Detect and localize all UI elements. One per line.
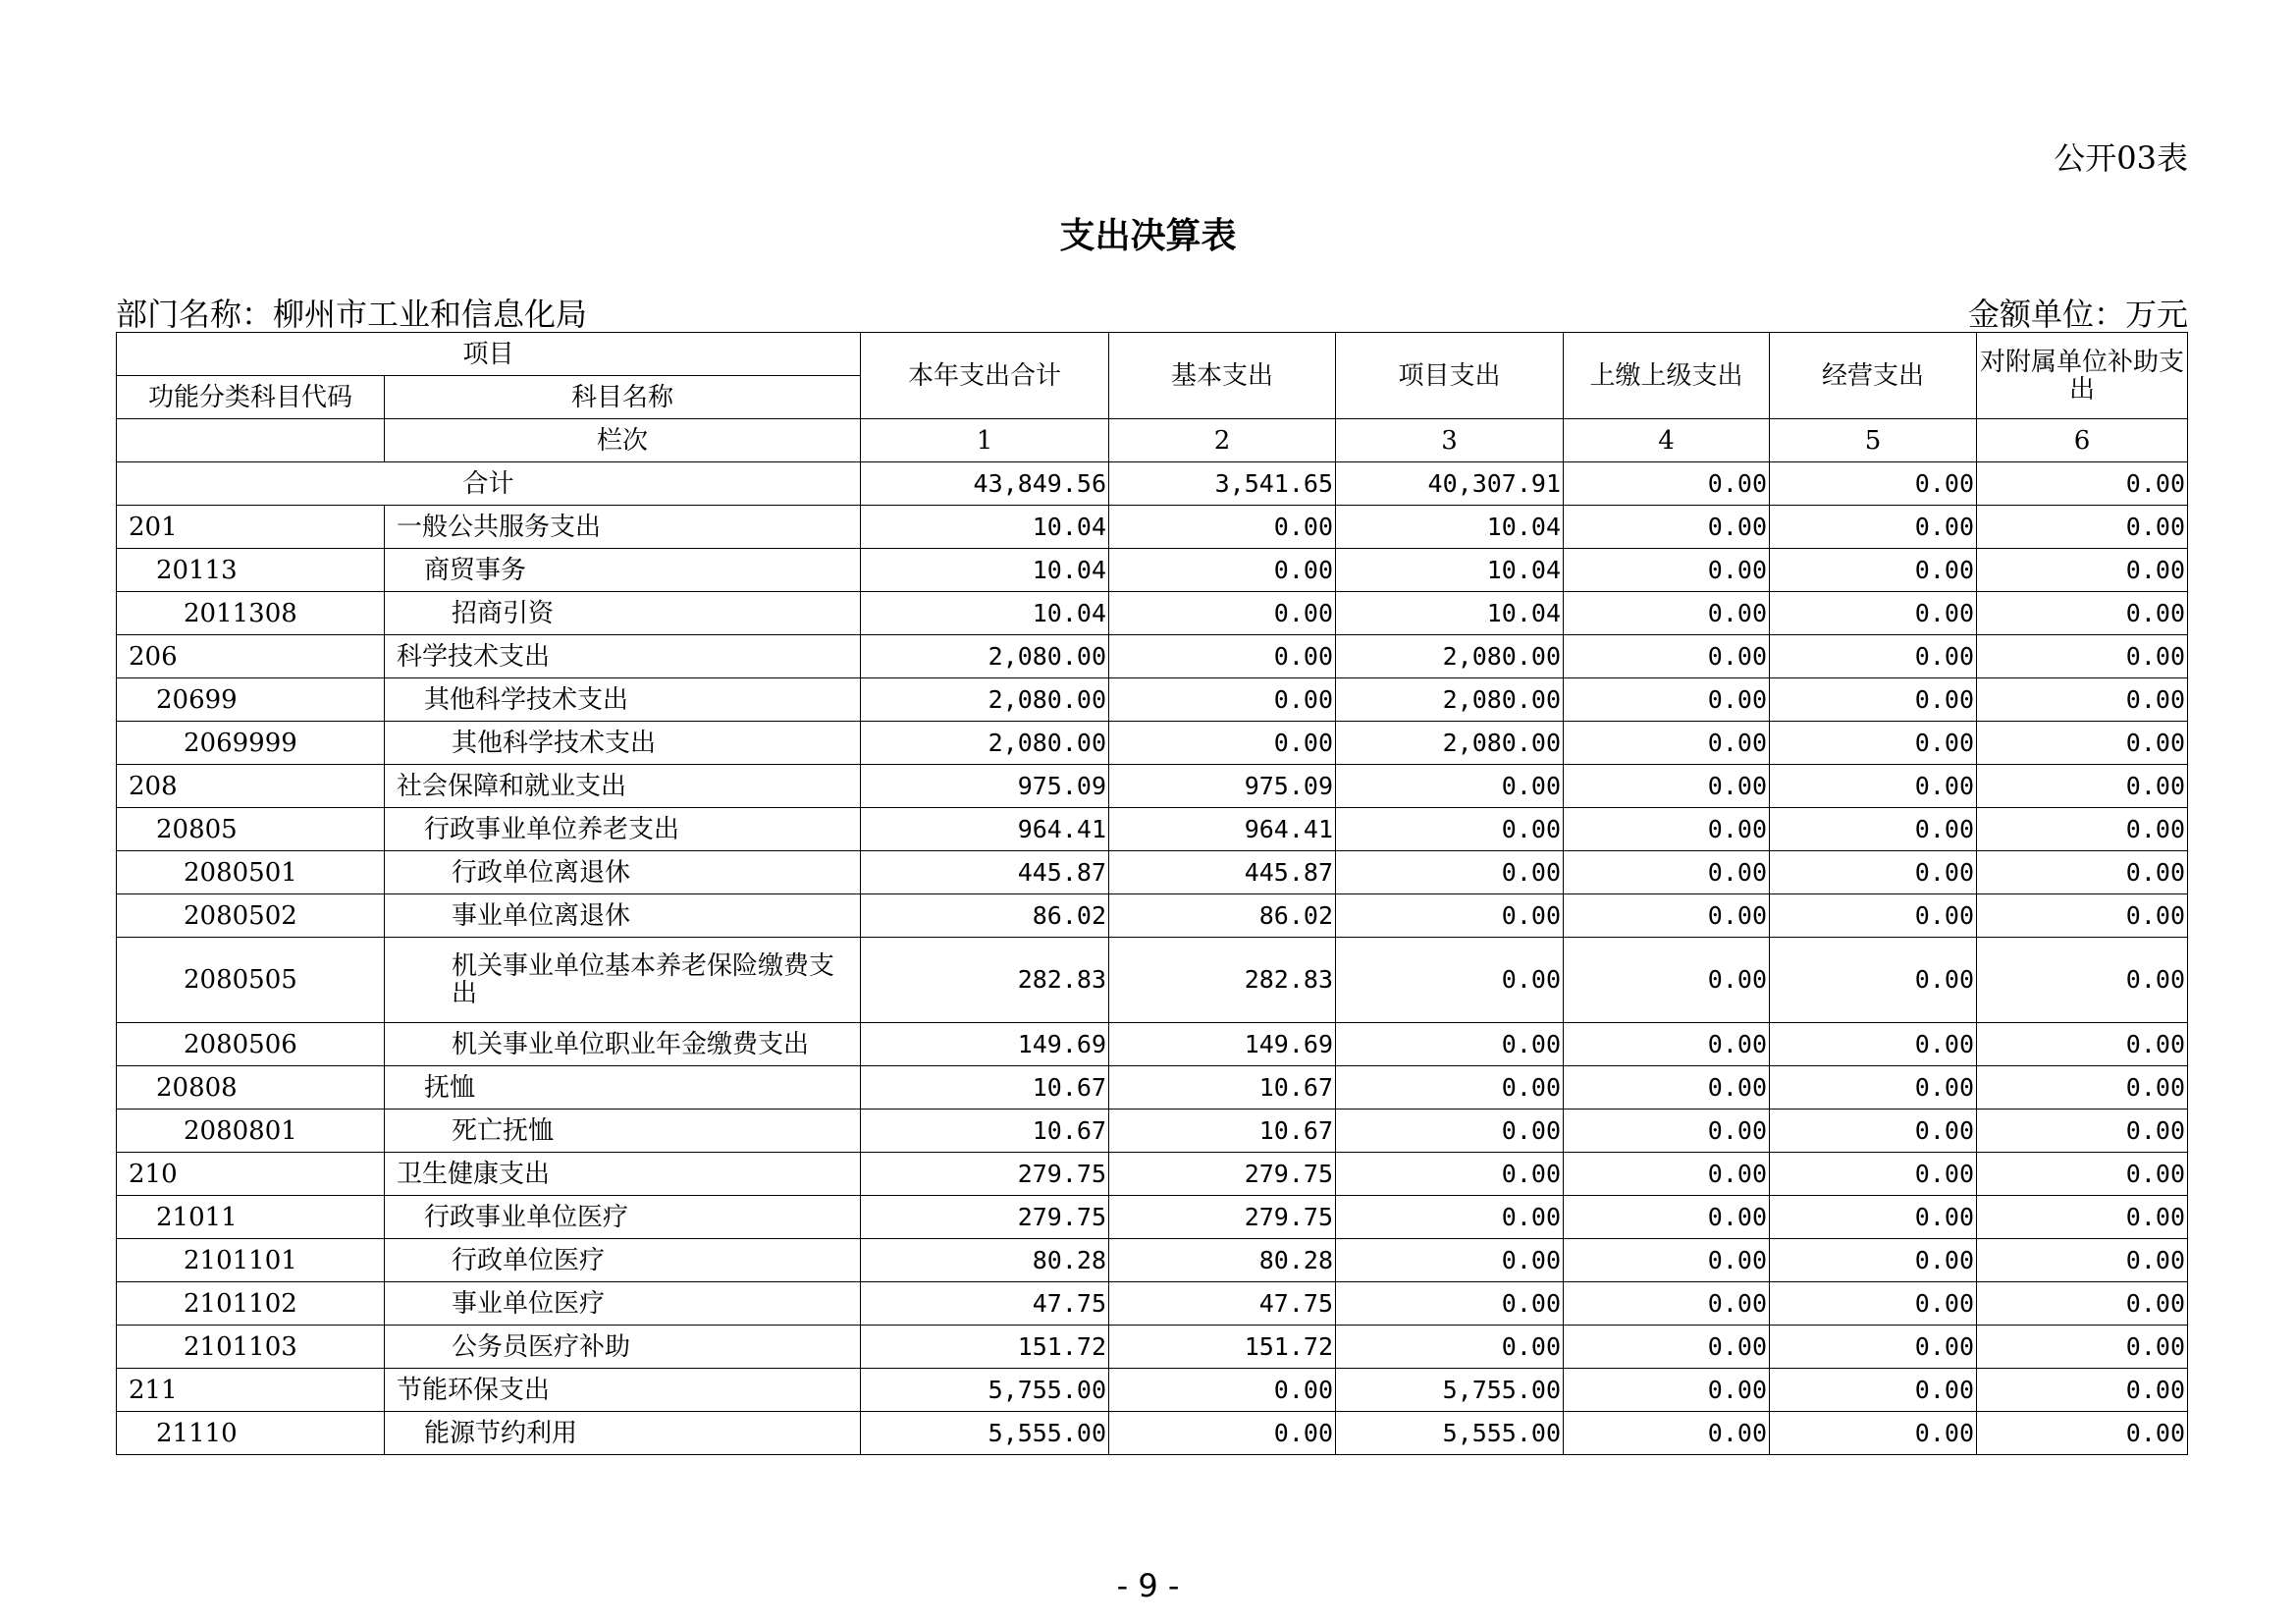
row-value: 10.67 (1109, 1066, 1336, 1110)
row-value: 975.09 (1109, 765, 1336, 808)
form-number: 公开03表 (2054, 139, 2188, 177)
row-value: 0.00 (1977, 1153, 2188, 1196)
row-value: 0.00 (1564, 1369, 1770, 1412)
row-code: 210 (117, 1153, 385, 1196)
expenditure-table (116, 332, 2188, 1455)
header-col1: 本年支出合计 (861, 333, 1109, 419)
row-code: 201 (117, 506, 385, 549)
row-code: 206 (117, 635, 385, 678)
row-value: 0.00 (1977, 894, 2188, 938)
row-value: 0.00 (1109, 635, 1336, 678)
header-col5: 经营支出 (1770, 333, 1977, 419)
row-value: 0.00 (1564, 894, 1770, 938)
row-value: 0.00 (1336, 808, 1564, 851)
row-value: 0.00 (1336, 1239, 1564, 1282)
table-row (117, 506, 2188, 549)
table-row (117, 1239, 2188, 1282)
row-value: 2,080.00 (1336, 635, 1564, 678)
row-value: 279.75 (1109, 1153, 1336, 1196)
row-value: 5,555.00 (861, 1412, 1109, 1455)
row-value: 0.00 (1977, 592, 2188, 635)
table-row (117, 549, 2188, 592)
row-value: 0.00 (1564, 1196, 1770, 1239)
row-value: 10.04 (1336, 506, 1564, 549)
row-value: 149.69 (1109, 1023, 1336, 1066)
row-code: 2101102 (117, 1282, 385, 1326)
table-row (117, 1369, 2188, 1412)
row-value: 0.00 (1564, 851, 1770, 894)
row-value: 0.00 (1564, 1239, 1770, 1282)
row-code: 20805 (117, 808, 385, 851)
row-name: 公务员医疗补助 (385, 1326, 861, 1369)
table-row (117, 635, 2188, 678)
row-name: 抚恤 (385, 1066, 861, 1110)
row-value: 5,555.00 (1336, 1412, 1564, 1455)
total-value: 0.00 (1564, 462, 1770, 506)
row-code: 20113 (117, 549, 385, 592)
row-value: 964.41 (1109, 808, 1336, 851)
row-code: 21011 (117, 1196, 385, 1239)
row-value: 0.00 (1336, 765, 1564, 808)
table-row (117, 894, 2188, 938)
row-name: 事业单位离退休 (385, 894, 861, 938)
seq-5: 5 (1770, 419, 1977, 462)
row-value: 151.72 (1109, 1326, 1336, 1369)
row-value: 0.00 (1977, 1196, 2188, 1239)
row-value: 0.00 (1770, 1239, 1977, 1282)
header-name: 科目名称 (385, 376, 861, 419)
row-value: 86.02 (861, 894, 1109, 938)
row-value: 0.00 (1336, 1066, 1564, 1110)
row-value: 149.69 (861, 1023, 1109, 1066)
row-value: 0.00 (1977, 1326, 2188, 1369)
row-name: 事业单位医疗 (385, 1282, 861, 1326)
row-value: 0.00 (1977, 506, 2188, 549)
header-col3: 项目支出 (1336, 333, 1564, 419)
seq-4: 4 (1564, 419, 1770, 462)
row-value: 279.75 (861, 1153, 1109, 1196)
seq-1: 1 (861, 419, 1109, 462)
row-name: 死亡抚恤 (385, 1110, 861, 1153)
row-name: 其他科学技术支出 (385, 678, 861, 722)
row-value: 10.67 (1109, 1110, 1336, 1153)
row-code: 2080506 (117, 1023, 385, 1066)
row-value: 10.04 (861, 506, 1109, 549)
document-title: 支出决算表 (1059, 215, 1237, 256)
row-code: 2011308 (117, 592, 385, 635)
row-value: 10.04 (861, 592, 1109, 635)
row-value: 0.00 (1977, 1282, 2188, 1326)
row-value: 0.00 (1109, 592, 1336, 635)
row-name: 节能环保支出 (385, 1369, 861, 1412)
row-name: 社会保障和就业支出 (385, 765, 861, 808)
seq-blank (117, 419, 385, 462)
row-value: 964.41 (861, 808, 1109, 851)
row-value: 0.00 (1770, 506, 1977, 549)
row-value: 0.00 (1977, 808, 2188, 851)
table-row (117, 1066, 2188, 1110)
row-value: 0.00 (1977, 635, 2188, 678)
row-value: 282.83 (861, 938, 1109, 1023)
row-value: 0.00 (1109, 506, 1336, 549)
row-value: 279.75 (1109, 1196, 1336, 1239)
row-value: 0.00 (1336, 938, 1564, 1023)
table-row (117, 1326, 2188, 1369)
row-name: 科学技术支出 (385, 635, 861, 678)
table-row (117, 808, 2188, 851)
table-row (117, 938, 2188, 1023)
header-code: 功能分类科目代码 (117, 376, 385, 419)
row-name: 能源节约利用 (385, 1412, 861, 1455)
row-name: 行政单位医疗 (385, 1239, 861, 1282)
row-value: 0.00 (1770, 1196, 1977, 1239)
row-name: 行政事业单位医疗 (385, 1196, 861, 1239)
row-value: 0.00 (1770, 1066, 1977, 1110)
row-value: 47.75 (1109, 1282, 1336, 1326)
row-value: 10.67 (861, 1110, 1109, 1153)
row-value: 0.00 (1564, 808, 1770, 851)
table-row (117, 1412, 2188, 1455)
row-value: 0.00 (1109, 549, 1336, 592)
row-value: 5,755.00 (861, 1369, 1109, 1412)
row-code: 20699 (117, 678, 385, 722)
row-value: 0.00 (1564, 635, 1770, 678)
row-value: 0.00 (1336, 851, 1564, 894)
row-code: 21110 (117, 1412, 385, 1455)
row-code: 2080505 (117, 938, 385, 1023)
row-code: 2080801 (117, 1110, 385, 1153)
row-value: 2,080.00 (861, 635, 1109, 678)
row-value: 0.00 (1770, 1412, 1977, 1455)
row-value: 0.00 (1977, 549, 2188, 592)
row-value: 10.67 (861, 1066, 1109, 1110)
row-value: 0.00 (1336, 1326, 1564, 1369)
row-value: 0.00 (1770, 1023, 1977, 1066)
row-value: 0.00 (1336, 1110, 1564, 1153)
row-value: 0.00 (1564, 1110, 1770, 1153)
row-value: 0.00 (1770, 1153, 1977, 1196)
seq-3: 3 (1336, 419, 1564, 462)
row-name: 行政事业单位养老支出 (385, 808, 861, 851)
total-value: 40,307.91 (1336, 462, 1564, 506)
header-col6: 对附属单位补助支出 (1977, 333, 2188, 419)
row-value: 0.00 (1977, 722, 2188, 765)
row-value: 0.00 (1564, 592, 1770, 635)
total-value: 43,849.56 (861, 462, 1109, 506)
total-value: 0.00 (1770, 462, 1977, 506)
row-value: 10.04 (861, 549, 1109, 592)
row-value: 0.00 (1770, 765, 1977, 808)
row-value: 0.00 (1564, 678, 1770, 722)
row-value: 0.00 (1564, 549, 1770, 592)
department-name: 部门名称：柳州市工业和信息化局 (116, 296, 588, 333)
row-code: 208 (117, 765, 385, 808)
table-row (117, 678, 2188, 722)
row-value: 0.00 (1564, 1066, 1770, 1110)
total-value: 0.00 (1977, 462, 2188, 506)
header-col4: 上缴上级支出 (1564, 333, 1770, 419)
row-value: 151.72 (861, 1326, 1109, 1369)
table-row (117, 1023, 2188, 1066)
table-row (117, 1282, 2188, 1326)
row-code: 20808 (117, 1066, 385, 1110)
row-value: 0.00 (1770, 1282, 1977, 1326)
seq-label: 栏次 (385, 419, 861, 462)
total-label: 合计 (117, 462, 861, 506)
row-value: 10.04 (1336, 592, 1564, 635)
row-name: 机关事业单位基本养老保险缴费支出 (385, 938, 861, 1023)
row-value: 279.75 (861, 1196, 1109, 1239)
row-value: 0.00 (1564, 506, 1770, 549)
row-value: 0.00 (1770, 808, 1977, 851)
row-value: 0.00 (1564, 1023, 1770, 1066)
amount-unit: 金额单位：万元 (1967, 296, 2188, 333)
row-code: 2101101 (117, 1239, 385, 1282)
row-value: 445.87 (861, 851, 1109, 894)
row-value: 0.00 (1564, 1153, 1770, 1196)
table-row (117, 722, 2188, 765)
table-row (117, 851, 2188, 894)
row-value: 2,080.00 (861, 678, 1109, 722)
row-value: 0.00 (1977, 1239, 2188, 1282)
table-row (117, 1153, 2188, 1196)
row-value: 2,080.00 (1336, 678, 1564, 722)
row-value: 0.00 (1977, 1412, 2188, 1455)
row-value: 0.00 (1770, 1326, 1977, 1369)
row-value: 0.00 (1770, 1110, 1977, 1153)
row-value: 80.28 (861, 1239, 1109, 1282)
row-value: 0.00 (1109, 722, 1336, 765)
row-code: 211 (117, 1369, 385, 1412)
row-value: 975.09 (861, 765, 1109, 808)
row-name: 机关事业单位职业年金缴费支出 (385, 1023, 861, 1066)
row-value: 86.02 (1109, 894, 1336, 938)
row-value: 0.00 (1770, 549, 1977, 592)
row-value: 0.00 (1977, 1066, 2188, 1110)
row-value: 0.00 (1564, 722, 1770, 765)
row-value: 0.00 (1977, 678, 2188, 722)
row-value: 0.00 (1109, 1369, 1336, 1412)
row-value: 47.75 (861, 1282, 1109, 1326)
row-value: 0.00 (1564, 1282, 1770, 1326)
row-code: 2080501 (117, 851, 385, 894)
row-value: 282.83 (1109, 938, 1336, 1023)
page-number: - 9 - (1116, 1567, 1180, 1604)
row-value: 0.00 (1977, 765, 2188, 808)
row-value: 2,080.00 (1336, 722, 1564, 765)
row-value: 0.00 (1977, 851, 2188, 894)
table-row (117, 592, 2188, 635)
row-value: 0.00 (1336, 1023, 1564, 1066)
row-value: 445.87 (1109, 851, 1336, 894)
header-row (117, 333, 2188, 376)
row-value: 0.00 (1770, 722, 1977, 765)
row-value: 0.00 (1109, 678, 1336, 722)
row-value: 0.00 (1977, 938, 2188, 1023)
row-value: 0.00 (1770, 894, 1977, 938)
total-row (117, 462, 2188, 506)
row-value: 0.00 (1770, 635, 1977, 678)
table-row (117, 1110, 2188, 1153)
total-value: 3,541.65 (1109, 462, 1336, 506)
row-value: 0.00 (1336, 1153, 1564, 1196)
row-value: 0.00 (1770, 851, 1977, 894)
row-value: 0.00 (1564, 765, 1770, 808)
row-value: 0.00 (1770, 1369, 1977, 1412)
row-value: 5,755.00 (1336, 1369, 1564, 1412)
row-name: 卫生健康支出 (385, 1153, 861, 1196)
row-code: 2080502 (117, 894, 385, 938)
row-value: 0.00 (1770, 678, 1977, 722)
row-name: 商贸事务 (385, 549, 861, 592)
seq-6: 6 (1977, 419, 2188, 462)
row-value: 0.00 (1564, 938, 1770, 1023)
row-value: 0.00 (1336, 1196, 1564, 1239)
row-code: 2101103 (117, 1326, 385, 1369)
row-value: 0.00 (1977, 1110, 2188, 1153)
row-value: 0.00 (1109, 1412, 1336, 1455)
seq-2: 2 (1109, 419, 1336, 462)
row-value: 0.00 (1770, 938, 1977, 1023)
row-value: 0.00 (1977, 1023, 2188, 1066)
header-item: 项目 (117, 333, 861, 376)
row-name: 招商引资 (385, 592, 861, 635)
row-name: 一般公共服务支出 (385, 506, 861, 549)
row-name: 行政单位离退休 (385, 851, 861, 894)
table-row (117, 1196, 2188, 1239)
row-value: 10.04 (1336, 549, 1564, 592)
table-row (117, 765, 2188, 808)
row-name: 其他科学技术支出 (385, 722, 861, 765)
row-value: 0.00 (1336, 1282, 1564, 1326)
row-value: 0.00 (1977, 1369, 2188, 1412)
row-value: 0.00 (1564, 1412, 1770, 1455)
row-value: 0.00 (1770, 592, 1977, 635)
row-value: 0.00 (1336, 894, 1564, 938)
row-value: 80.28 (1109, 1239, 1336, 1282)
seq-row (117, 419, 2188, 462)
row-code: 2069999 (117, 722, 385, 765)
row-value: 2,080.00 (861, 722, 1109, 765)
row-value: 0.00 (1564, 1326, 1770, 1369)
header-col2: 基本支出 (1109, 333, 1336, 419)
